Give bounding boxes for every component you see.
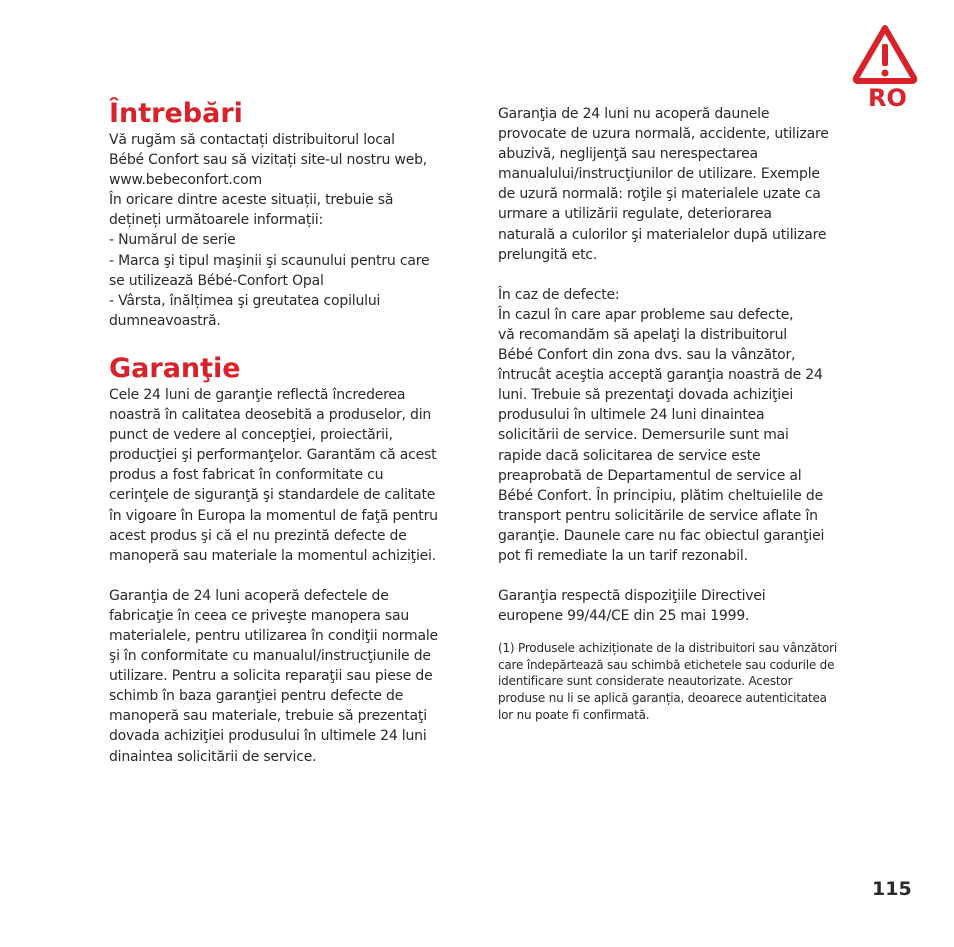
right-column (498, 104, 858, 723)
footnote: (1) Produsele achiziționate de la distribuitori sau vânzători care îndepărtează sau schimbă etichetele sau codurile de identificare sunt considerate neautorizate. Acestor produse nu li se aplică garanția, deoarece autenticitatea lor nu poate fi confirmată. (498, 641, 838, 722)
page-number: 115 (872, 878, 912, 900)
language-badge: RO (868, 84, 907, 112)
warning-icon (852, 24, 918, 84)
warranty-exclusions-paragraph: Garanţia de 24 luni nu acoperă daunele provocate de uzura normală, accidente, utilizare abuzivă, neglijenţă sau nerespectarea manualului/instrucţiunilor de utilizare. Exemple de uzură normală: roţile şi materialele uzate ca urmare a utilizării regulate, deteriorarea naturală a culorilor şi materialelor după utilizare prelungită etc. (498, 106, 829, 263)
questions-heading: Întrebări (109, 98, 243, 129)
questions-paragraph: Vă rugăm să contactați distribuitorul local Bébé Confort sau să vizitați site-ul nostru web, www.bebeconfort.com În oricare dintre aceste situații, trebuie să dețineți următoarele informații: - Numărul de serie - Marca şi tipul maşinii şi scaunului pentru care se utilizează Bébé-Confort Opal - Vârsta, înălțimea şi greutatea copilului dumneavoastră. (109, 132, 430, 329)
left-column (109, 98, 469, 767)
warranty-paragraph-2: Garanţia de 24 luni acoperă defectele de fabricaţie în ceea ce priveşte manopera sau materialele, pentru utilizarea în condiţii normale şi în conformitate cu manualul/instrucţiunile de utilizare. Pentru a solicita reparaţii sau piese de schimb în baza garanţiei pentru defecte de manoperă sau materiale, trebuie să prezentaţi dovada achiziţiei produsului în ultimele 24 luni dinaintea solicitării de service. (109, 587, 438, 765)
directive-paragraph: Garanţia respectă dispoziţiile Directivei europene 99/44/CE din 25 mai 1999. (498, 588, 766, 625)
warranty-heading: Garanţie (109, 352, 241, 384)
warranty-paragraph-1: Cele 24 luni de garanţie reflectă încrederea noastră în calitatea deosebită a produselor, din punct de vedere al concepţiei, proiectării, producţiei şi performanţelor. Garantăm că acest produs a fost fabricat în conformitate cu cerinţele de siguranţă şi standardele de calitate în vigoare în Europa la momentul de faţă pentru acest produs şi că el nu prezintă defecte de manoperă sau materiale la momentul achiziţiei. (109, 386, 438, 564)
defects-paragraph: În caz de defecte: În cazul în care apar probleme sau defecte, vă recomandăm să apelaţi la distribuitorul Bébé Confort din zona dvs. sau la vânzător, întrucât aceştia acceptă garanţia noastră de 24 luni. Trebuie să prezentaţi dovada achiziţiei produsului în ultimele 24 luni dinaintea solicitării de service. Demersurile sunt mai rapide dacă solicitarea de service este preaprobată de Departamentul de service al Bébé Confort. În principiu, plătim cheltuielile de transport pentru solicitările de service aflate în garanţie. Daunele care nu fac obiectul garanţiei pot fi remediate la un tarif rezonabil. (498, 286, 825, 564)
